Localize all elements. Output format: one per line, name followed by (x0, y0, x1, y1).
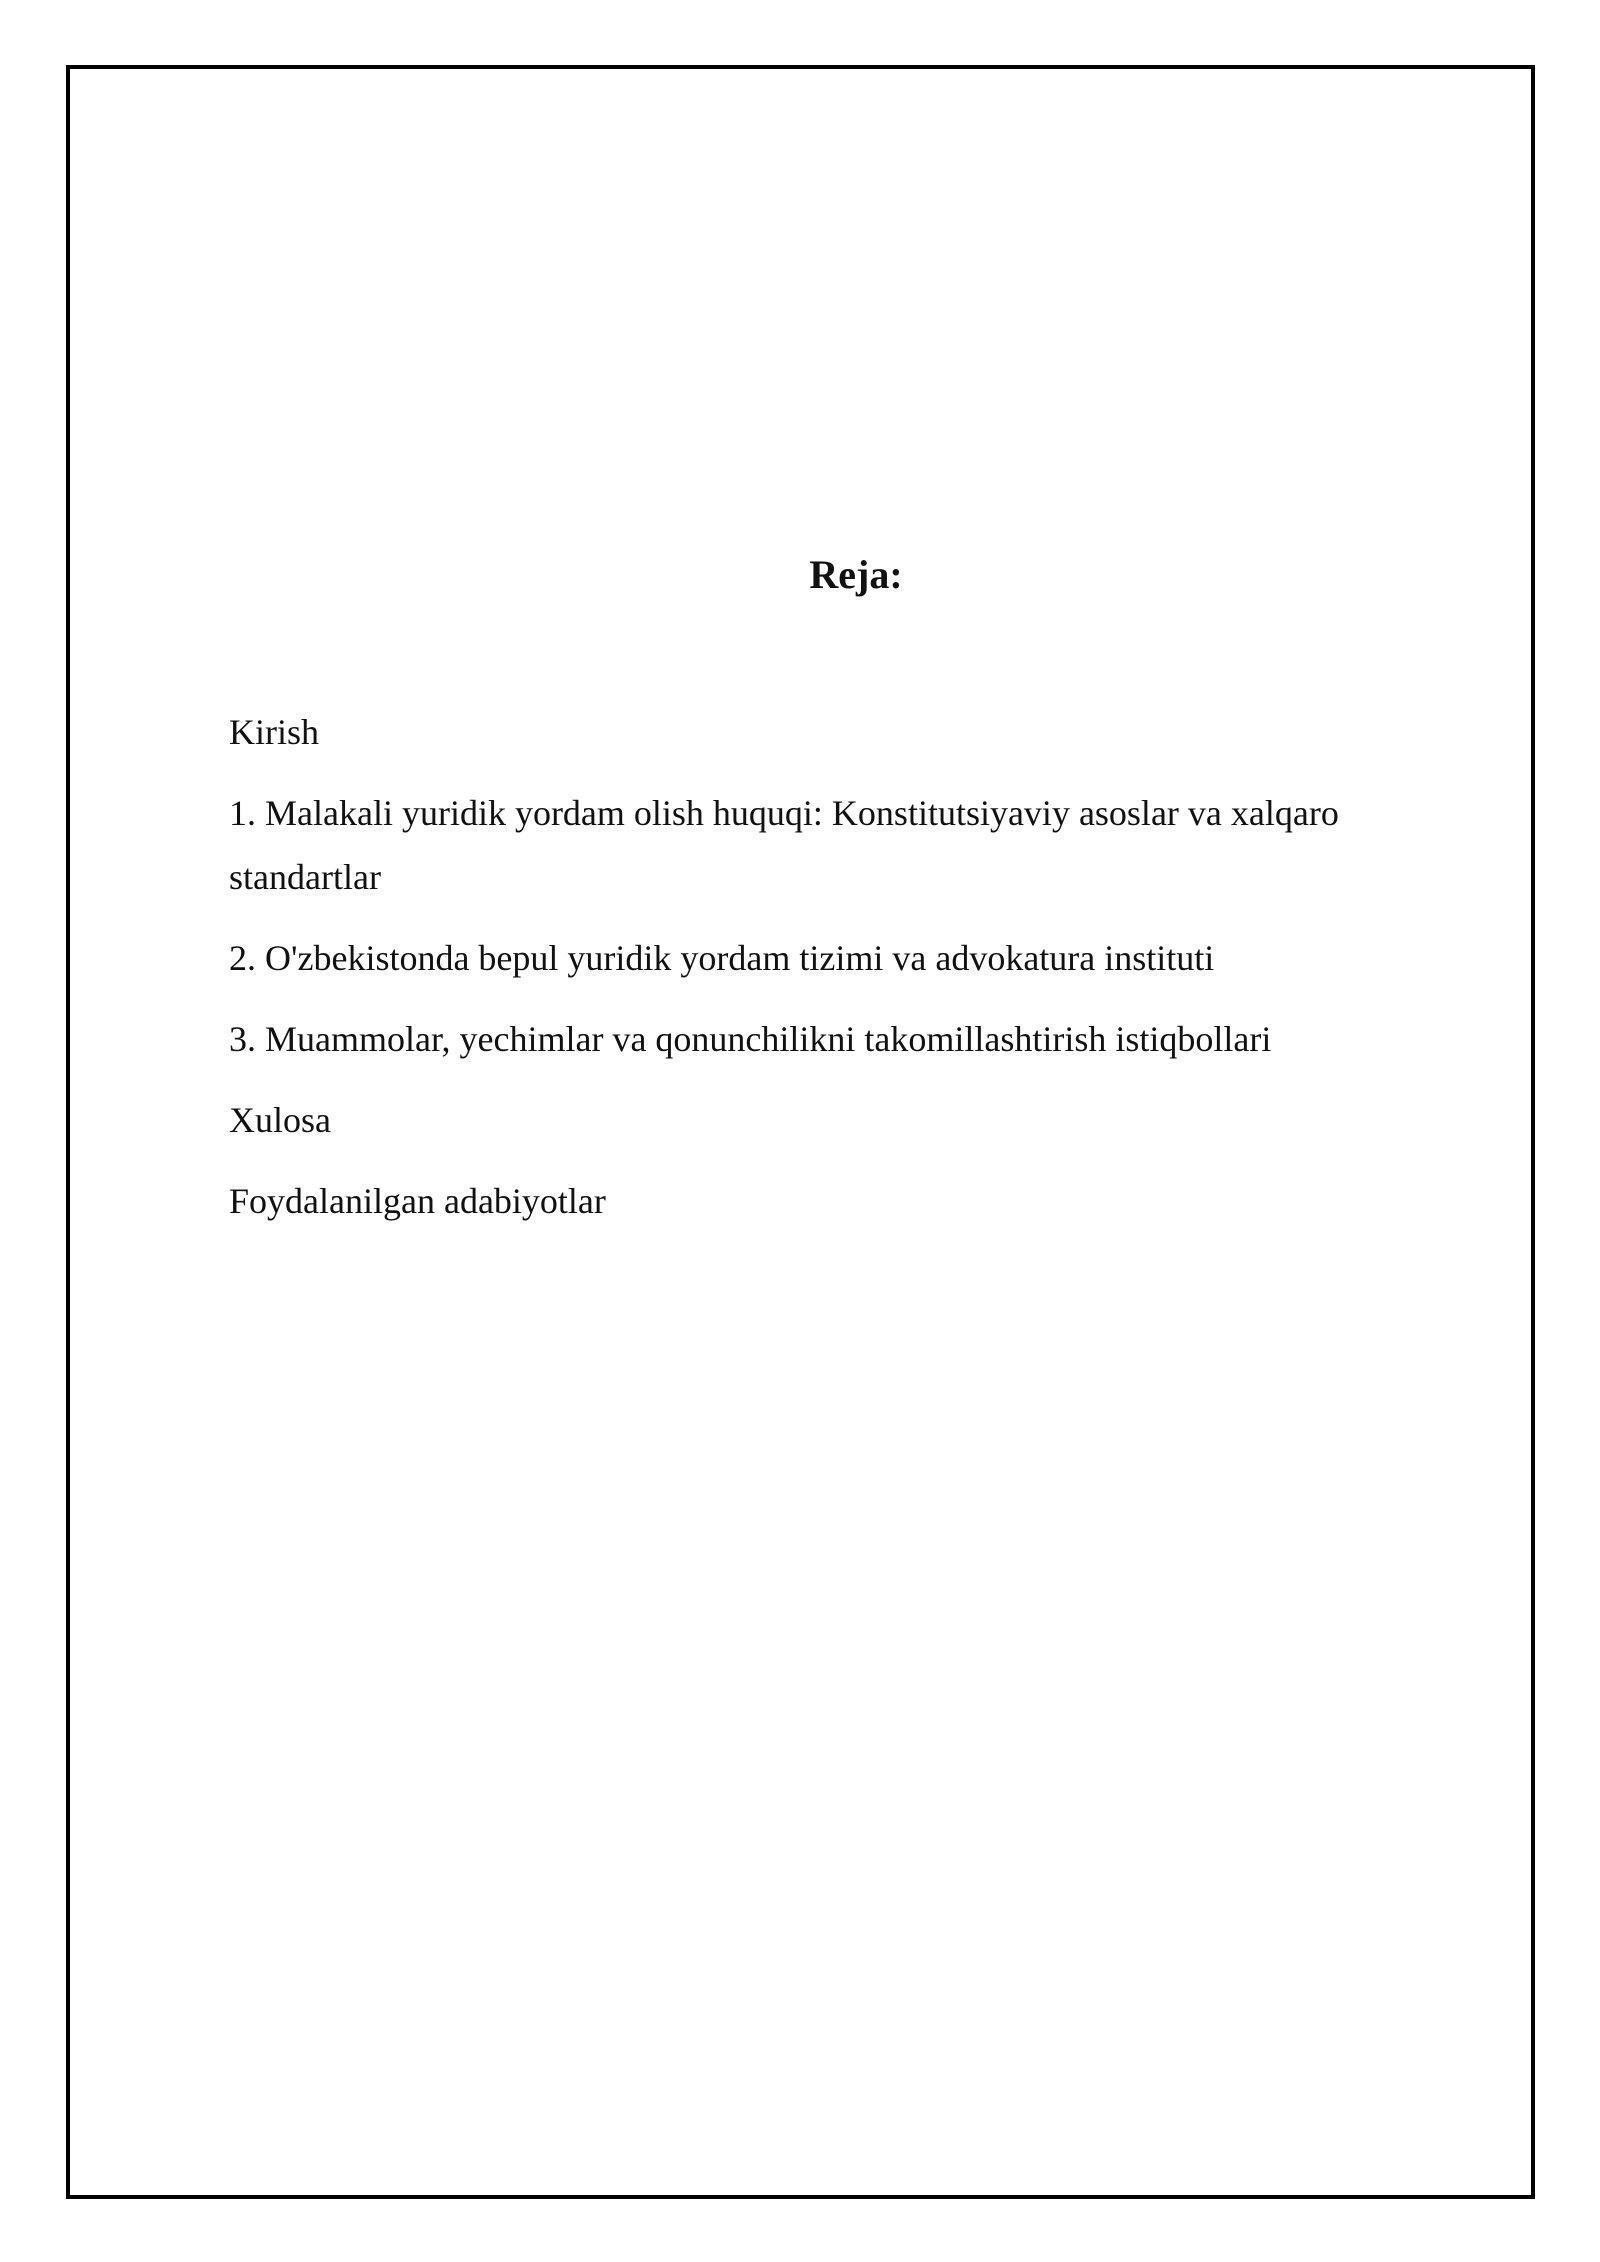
toc-item-introduction: Kirish (229, 712, 319, 752)
toc-item-chapter-1: 1. Malakali yuridik yordam olish huquqi: Konstitutsiyaviy asoslar va xalqaro standartlar (229, 793, 1339, 897)
page-title: Reja: (809, 552, 903, 597)
table-of-contents (229, 700, 1429, 1250)
toc-item-conclusion: Xulosa (229, 1100, 331, 1140)
toc-item-references: Foydalanilgan adabiyotlar (229, 1181, 606, 1221)
toc-item-chapter-3: 3. Muammolar, yechimlar va qonunchilikni takomillashtirish istiqbollari (229, 1019, 1272, 1059)
toc-item-chapter-2: 2. O'zbekistonda bepul yuridik yordam tizimi va advokatura instituti (229, 938, 1215, 978)
